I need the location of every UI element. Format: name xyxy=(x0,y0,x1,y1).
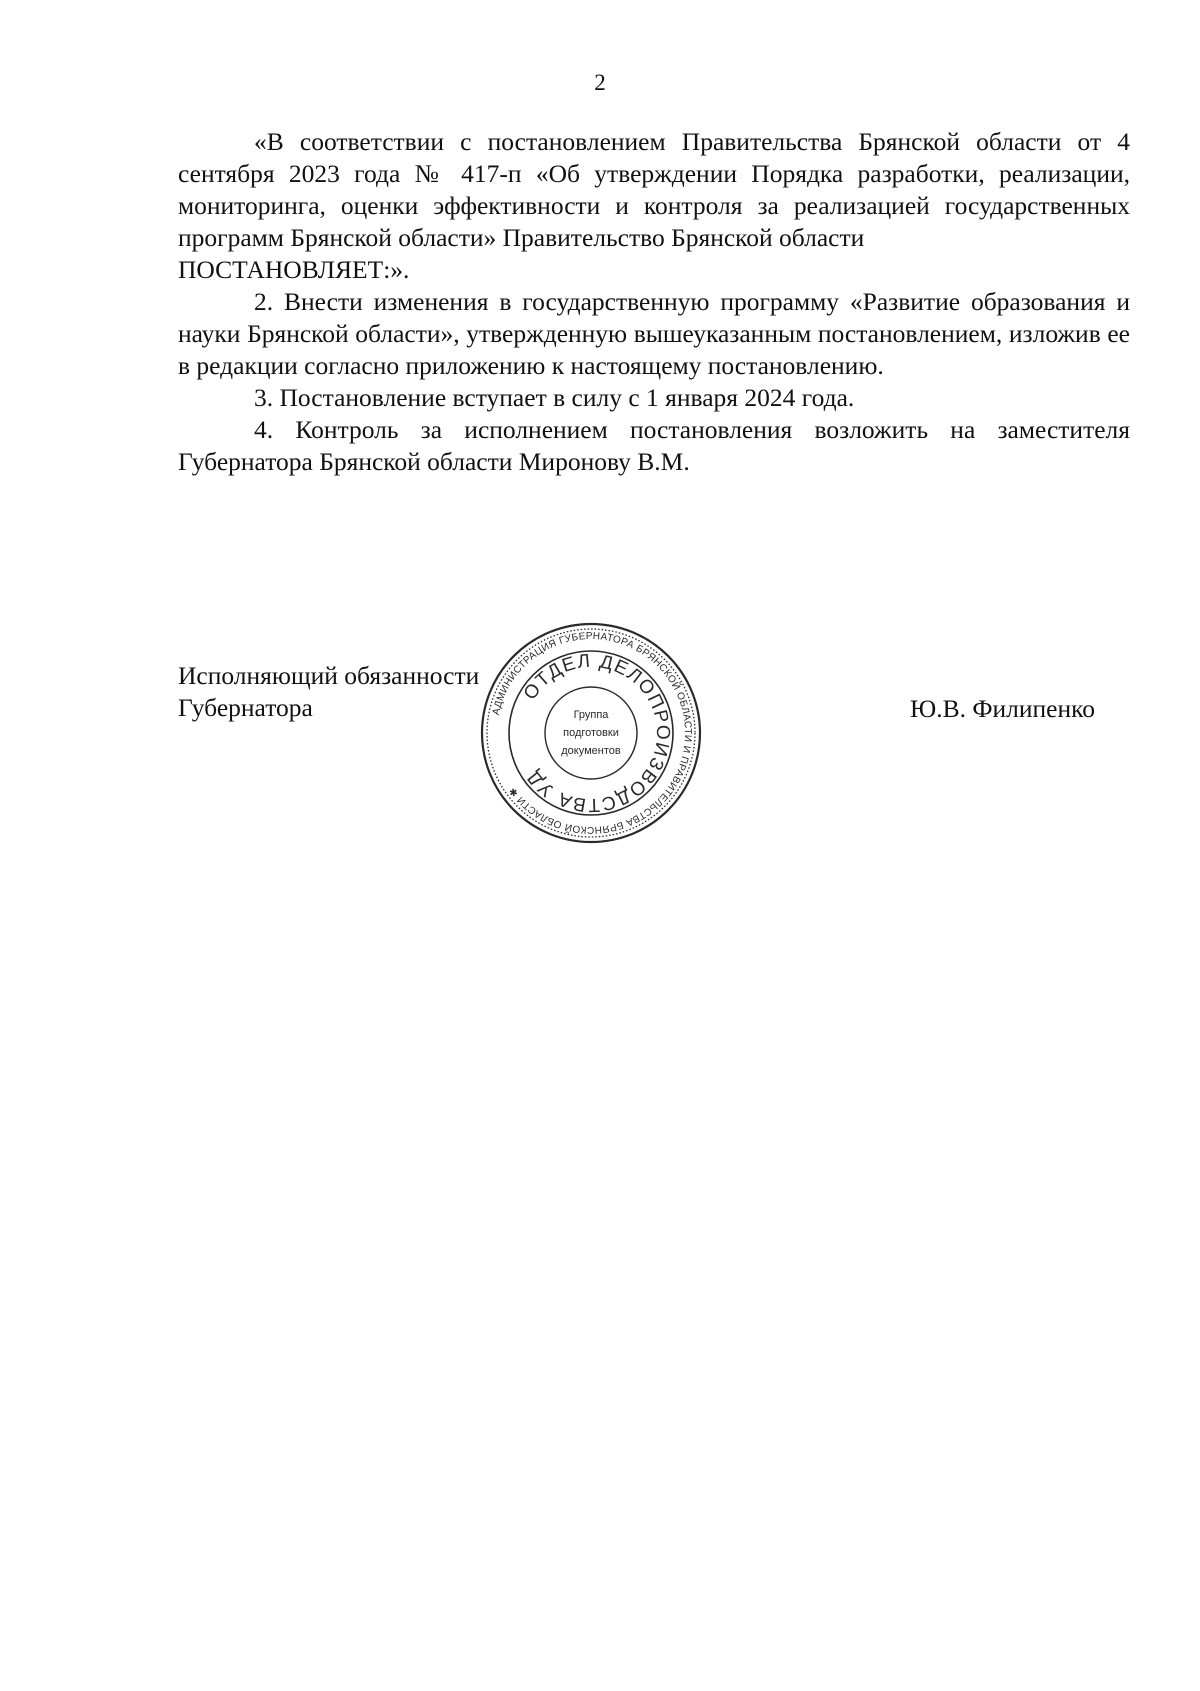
signature-position-line1: Исполняющий обязанности xyxy=(178,661,480,690)
signature-position-line2: Губернатора xyxy=(178,693,313,722)
paragraph-preamble: «В соответствии с постановлением Правительства Брянской области от 4 сентября 2023 года № 417-п «Об утверждении Порядка разработки, реализации, мониторинга, оценки эффективности и контроля за реализацией государственных программ Брянской области» Правительство Брянской области xyxy=(178,127,1130,252)
official-stamp xyxy=(478,620,704,846)
stamp-middle-text: ОТДЕЛ ДЕЛОПРОИЗВОДСТВА УД xyxy=(519,650,674,816)
paragraph-item-4: 4. Контроль за исполнением постановления возложить на заместителя Губернатора Брянской области Миронову В.М. xyxy=(178,415,1130,476)
stamp-inner-line1: Группа xyxy=(573,709,609,721)
document-body xyxy=(178,126,1130,478)
signature-name: Ю.В. Филипенко xyxy=(910,694,1095,723)
paragraph-item-2: 2. Внести изменения в государственную программу «Развитие образования и науки Брянской области», утвержденную вышеуказанным постановлением, изложив ее в редакции согласно приложению к настоящему постановлению. xyxy=(178,287,1130,380)
stamp-outer-text: АДМИНИСТРАЦИЯ ГУБЕРНАТОРА БРЯНСКОЙ ОБЛАСТИ И ПРАВИТЕЛЬСТВА БРЯНСКОЙ ОБЛАСТИ ✱ xyxy=(490,630,694,836)
paragraph-item-3: 3. Постановление вступает в силу с 1 января 2024 года. xyxy=(254,383,855,412)
paragraph-resolves: ПОСТАНОВЛЯЕТ:». xyxy=(178,255,410,284)
page-number: 2 xyxy=(594,70,606,95)
stamp-inner-line2: подготовки xyxy=(563,727,619,739)
signature-position xyxy=(178,660,479,724)
stamp-inner-line3: документов xyxy=(561,745,621,757)
